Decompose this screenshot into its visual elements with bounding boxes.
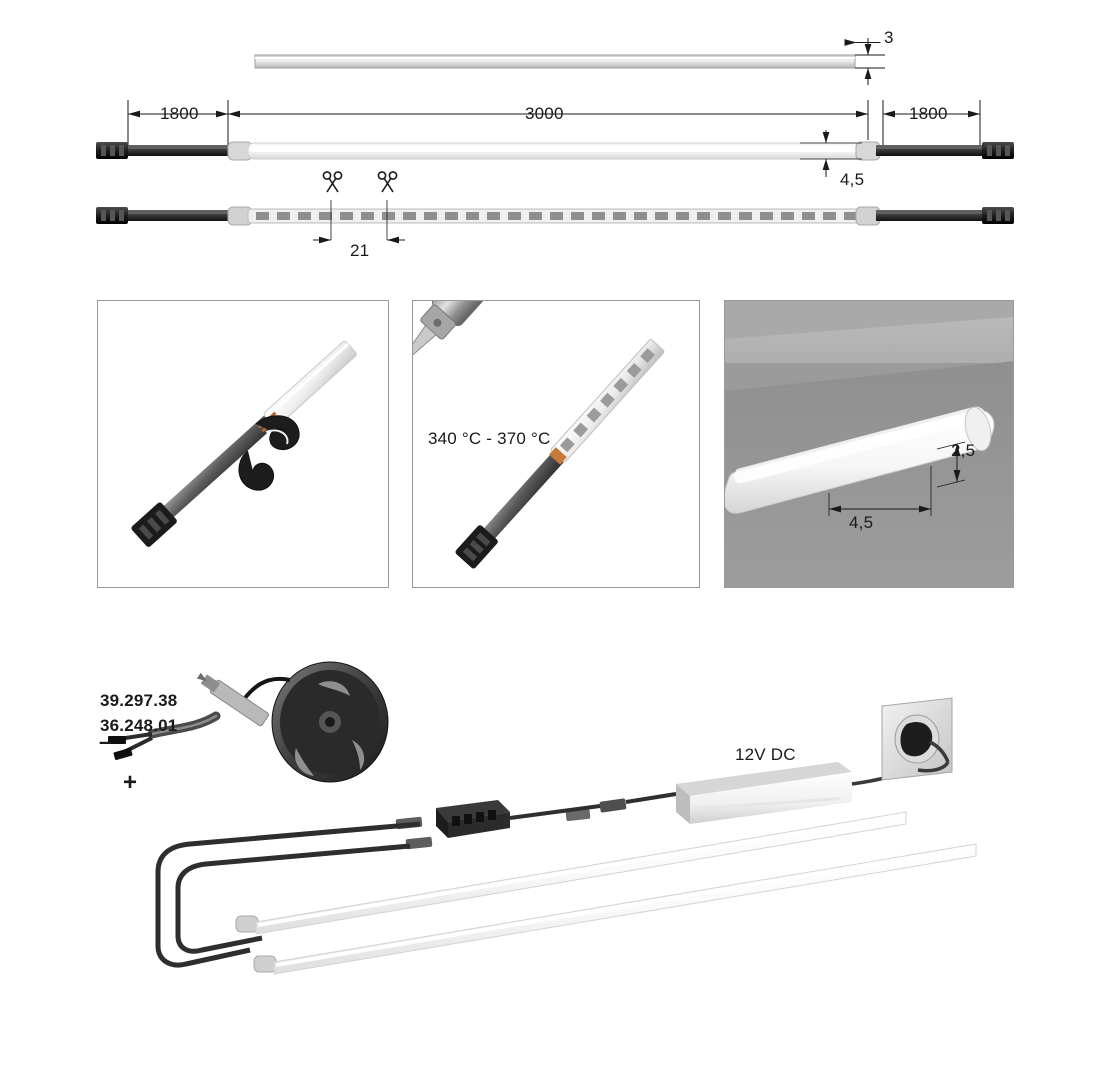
dim-label-1800-right: 1800 — [909, 104, 948, 123]
reference-codes — [100, 689, 177, 738]
dim-label-4-5-thickness: 4,5 — [840, 170, 865, 189]
scissors-icon-left — [323, 172, 341, 192]
dim-label-3000: 3000 — [525, 104, 564, 123]
soldering-temperature-label: 340 °C - 370 °C — [428, 429, 551, 448]
dim-label-4-5-width: 4,5 — [849, 513, 874, 532]
polarity-plus-label: + — [123, 769, 138, 796]
polarity-minus-label: – — [99, 729, 112, 754]
top-dimension-views — [0, 0, 1113, 300]
panel-soldering — [412, 300, 700, 588]
wall-socket — [882, 698, 952, 780]
reference-code-2: 36.248.01 — [100, 715, 178, 735]
dim-label-1800-left: 1800 — [160, 104, 199, 123]
connector-box — [436, 800, 510, 838]
inline-connector-d — [599, 798, 626, 813]
dim-label-3: 3 — [884, 28, 894, 47]
reference-code-1: 39.297.38 — [100, 691, 178, 710]
dim-label-2-5-depth: 2,5 — [951, 441, 976, 460]
power-supply — [676, 762, 852, 824]
voltage-label: 12V DC — [735, 745, 796, 764]
panel-sleeve-removal — [97, 300, 389, 588]
panel-profile-section — [724, 300, 1014, 588]
dim-label-21: 21 — [350, 241, 370, 260]
scissors-icon-right — [378, 172, 396, 192]
